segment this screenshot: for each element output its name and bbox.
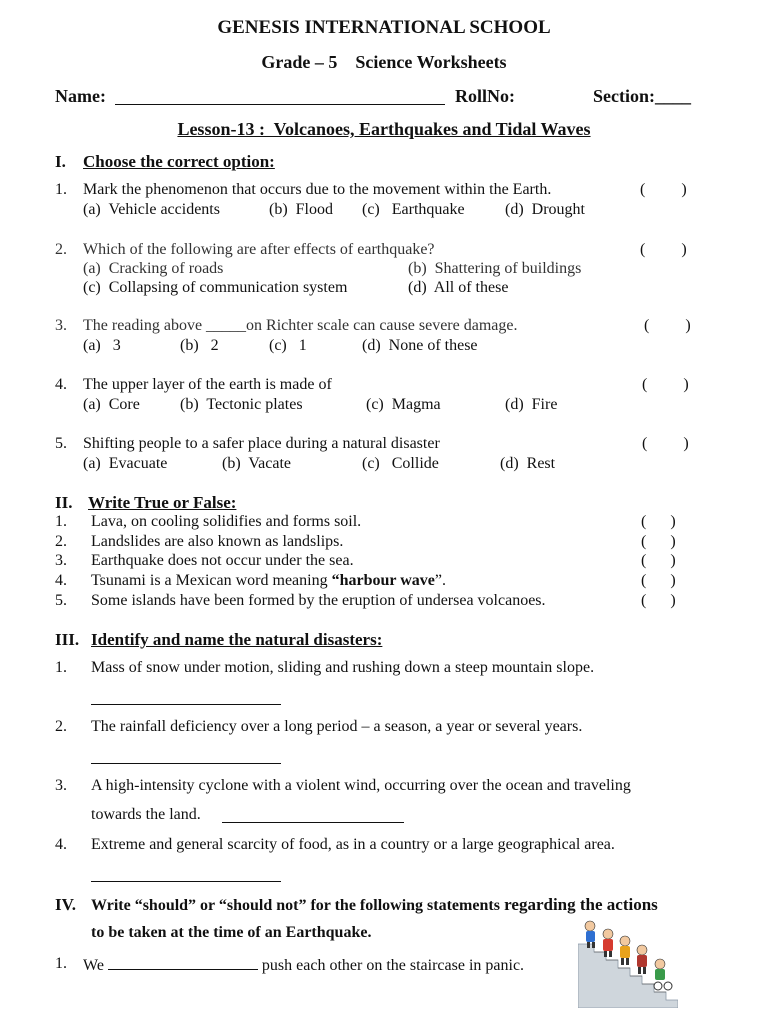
q4-answer-box[interactable]: ( ) [642,376,689,393]
q4-number: 4. [55,376,67,393]
q3-option-a: (a) 3 [83,337,121,354]
tf-3-number: 3. [55,552,67,569]
q3-text: The reading above _____on Richter scale can cause severe damage. [83,317,518,334]
q4-option-c: (c) Magma [366,396,441,413]
id-4-number: 4. [55,836,67,853]
tf-4-text-pre: Tsunami is a Mexican word meaning [91,572,332,589]
staircase-panic-illustration [578,916,678,1008]
q4-text: The upper layer of the earth is made of [83,376,332,393]
q2-option-c: (c) Collapsing of communication system [83,279,348,296]
section-4-number: IV. [55,895,76,914]
q4-option-b: (b) Tectonic plates [180,396,303,413]
section-3-number: III. [55,630,80,649]
q1-text: Mark the phenomenon that occurs due to the movement within the Earth. [83,181,552,198]
q5-answer-box[interactable]: ( ) [642,435,689,452]
tf-2-number: 2. [55,533,67,550]
tf-1-number: 1. [55,513,67,530]
q5-option-a: (a) Evacuate [83,455,168,472]
lesson-title: Lesson-13 : Volcanoes, Earthquakes and Tidal Waves [177,119,591,139]
id-4-answer-line[interactable] [91,881,281,882]
s4-q1-text [83,955,524,975]
tf-1-text: Lava, on cooling solidifies and forms soil. [91,513,362,530]
id-3-text: A high-intensity cyclone with a violent wind, occurring over the ocean and traveling [91,777,631,794]
s4-q1-blank[interactable] [108,955,258,970]
section-4-title-line-1 [91,895,658,915]
s4-q1-pre: We [83,957,104,974]
id-3-text-continued: towards the land. [91,806,201,823]
q2-option-d: (d) All of these [408,279,509,296]
id-3-number: 3. [55,777,67,794]
q2-option-a: (a) Cracking of roads [83,260,224,277]
tf-5-answer-box[interactable]: ( ) [641,592,676,609]
q4-option-d: (d) Fire [505,396,558,413]
tf-4-number: 4. [55,572,67,589]
q5-number: 5. [55,435,67,452]
q1-option-d: (d) Drought [505,201,585,218]
id-3-answer-line[interactable] [222,822,404,823]
section-1-title: Choose the correct option: [83,152,275,171]
tf-4-text-bold: “harbour wave [331,572,435,589]
person-figure-3 [620,936,630,965]
id-4-text: Extreme and general scarcity of food, as in a country or a large geographical area. [91,836,615,853]
tf-4-answer-box[interactable]: ( ) [641,572,676,589]
q2-answer-box[interactable]: ( ) [640,241,687,258]
section-2-number: II. [55,493,73,512]
q2-option-b: (b) Shattering of buildings [408,260,582,277]
id-1-number: 1. [55,659,67,676]
name-line[interactable] [115,104,445,105]
grade-title: Grade – 5 Science Worksheets [261,52,507,72]
rollno-label: RollNo: [455,86,515,106]
person-figure-2 [603,929,613,957]
id-2-text: The rainfall deficiency over a long period – a season, a year or several years. [91,718,583,735]
q1-option-a: (a) Vehicle accidents [83,201,220,218]
q5-option-b: (b) Vacate [222,455,291,472]
person-figure-5 [654,959,672,990]
id-2-answer-line[interactable] [91,763,281,764]
q2-number: 2. [55,241,67,258]
s4-q1-number: 1. [55,955,67,972]
q3-option-c: (c) 1 [269,337,307,354]
q3-number: 3. [55,317,67,334]
tf-5-text: Some islands have been formed by the eruption of undersea volcanoes. [91,592,546,609]
q5-option-d: (d) Rest [500,455,556,472]
q5-option-c: (c) Collide [362,455,439,472]
q1-option-c: (c) Earthquake [362,201,465,218]
id-1-answer-line[interactable] [91,704,281,705]
section-4-title-line-2: to be taken at the time of an Earthquake. [91,924,372,941]
q1-answer-box[interactable]: ( ) [640,181,687,198]
s4-q1-post: push each other on the staircase in panic. [261,957,525,974]
id-1-text: Mass of snow under motion, sliding and rushing down a steep mountain slope. [91,659,595,676]
person-figure-4 [637,945,647,974]
tf-2-answer-box[interactable]: ( ) [641,533,676,550]
q3-answer-box[interactable]: ( ) [644,317,691,334]
section-4-title-b: regarding the actions [499,895,658,914]
tf-4-text [91,572,446,590]
q1-option-b: (b) Flood [269,201,333,218]
tf-3-text: Earthquake does not occur under the sea. [91,552,354,569]
section-label: Section:____ [593,86,691,106]
tf-3-answer-box[interactable]: ( ) [641,552,676,569]
tf-1-answer-box[interactable]: ( ) [641,513,676,530]
tf-5-number: 5. [55,592,67,609]
section-2-title: Write True or False: [88,493,237,512]
id-2-number: 2. [55,718,67,735]
q3-option-b: (b) 2 [180,337,219,354]
q2-text: Which of the following are after effects of earthquake? [83,241,435,258]
tf-4-text-post: ”. [434,572,446,589]
section-4-title-a: Write “should” or “should not” for the following statements [91,897,500,914]
school-name: GENESIS INTERNATIONAL SCHOOL [217,17,551,38]
q3-option-d: (d) None of these [362,337,478,354]
section-1-number: I. [55,152,66,171]
q5-text: Shifting people to a safer place during a natural disaster [83,435,440,452]
section-3-title: Identify and name the natural disasters: [91,630,383,649]
q1-number: 1. [55,181,67,198]
q4-option-a: (a) Core [83,396,140,413]
tf-2-text: Landslides are also known as landslips. [91,533,344,550]
name-label: Name: [55,86,106,106]
